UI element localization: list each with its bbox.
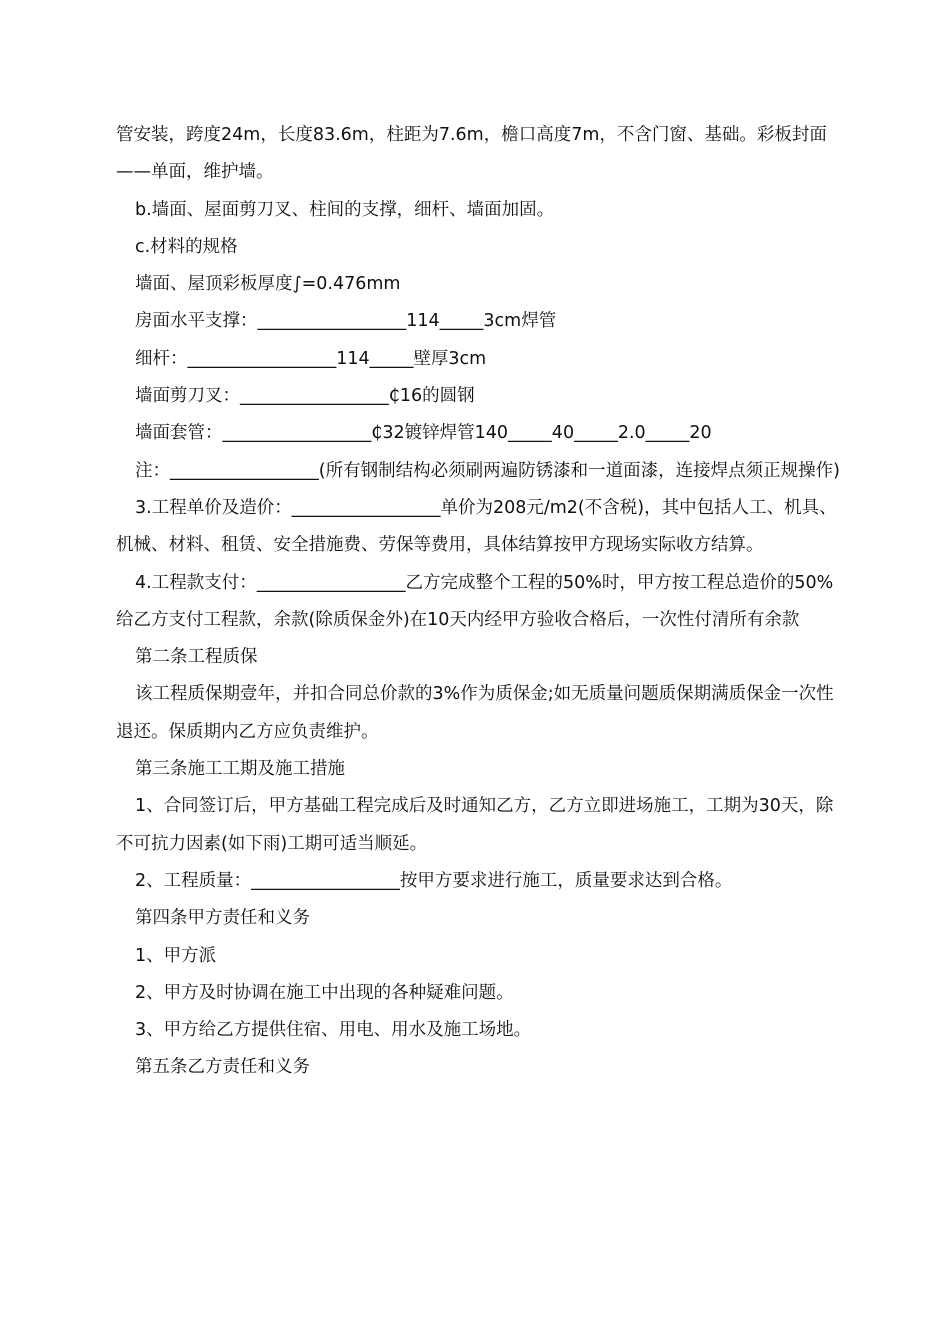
section-heading-article-5: 第五条乙方责任和义务 [135, 1057, 310, 1078]
paragraph-item-b: b.墙面、屋面剪刀叉、柱间的支撑，细杆、墙面加固。 [135, 199, 555, 220]
paragraph-horizontal-brace: 房面水平支撑：_________________114_____3cm焊管 [135, 311, 557, 332]
paragraph-party-a-item-3: 3、甲方给乙方提供住宿、用电、用水及施工场地。 [135, 1020, 532, 1041]
document-body [116, 117, 840, 1087]
paragraph-note: 注：_________________(所有钢制结构必须刷两遍防锈漆和一道面漆，连接焊点须正规操作) [135, 460, 840, 481]
paragraph-schedule: 1、合同签订后，甲方基础工程完成后及时通知乙方，乙方立即进场施工，工期为30天，除不可抗力因素(如下雨)工期可适当顺延。 [116, 796, 834, 854]
paragraph-panel-thickness: 墙面、屋顶彩板厚度∫=0.476mm [135, 274, 401, 295]
section-heading-article-3: 第三条施工工期及施工措施 [135, 759, 345, 780]
paragraph-party-a-item-1: 1、甲方派 [135, 945, 217, 966]
paragraph-thin-rod: 细杆：_________________114_____壁厚3cm [135, 348, 487, 369]
paragraph-unit-price: 3.工程单价及造价：_________________单价为208元/m2(不含税)，其中包括人工、机具、机械、材料、租赁、安全措施费、劳保等费用，具体结算按甲方现场实际收方结算。 [116, 497, 837, 556]
paragraph-quality: 2、工程质量：_________________按甲方要求进行施工，质量要求达到合格。 [135, 870, 733, 891]
paragraph-party-a-item-2: 2、甲方及时协调在施工中出现的各种疑难问题。 [135, 982, 514, 1003]
paragraph-payment: 4.工程款支付：_________________乙方完成整个工程的50%时，甲方按工程总造价的50%给乙方支付工程款，余款(除质保金外)在10天内经甲方验收合格后，一次性付清所有余款 [116, 572, 834, 630]
section-heading-article-4: 第四条甲方责任和义务 [135, 908, 310, 929]
paragraph-wall-cross-brace: 墙面剪刀叉：_________________₵16的圆钢 [135, 386, 475, 407]
paragraph-warranty: 该工程质保期壹年，并扣合同总价款的3%作为质保金;如无质量问题质保期满质保金一次性退还。保质期内乙方应负责维护。 [116, 684, 834, 742]
paragraph-item-c: c.材料的规格 [135, 236, 238, 257]
section-heading-article-2: 第二条工程质保 [135, 647, 258, 668]
paragraph-scope-continued: 管安装，跨度24m，长度83.6m，柱距为7.6m，檐口高度7m，不含门窗、基础。彩板封面——单面，维护墙。 [116, 125, 827, 183]
paragraph-wall-sleeve: 墙面套管：_________________₵32镀锌焊管140_____40_____2.0_____20 [135, 423, 712, 444]
